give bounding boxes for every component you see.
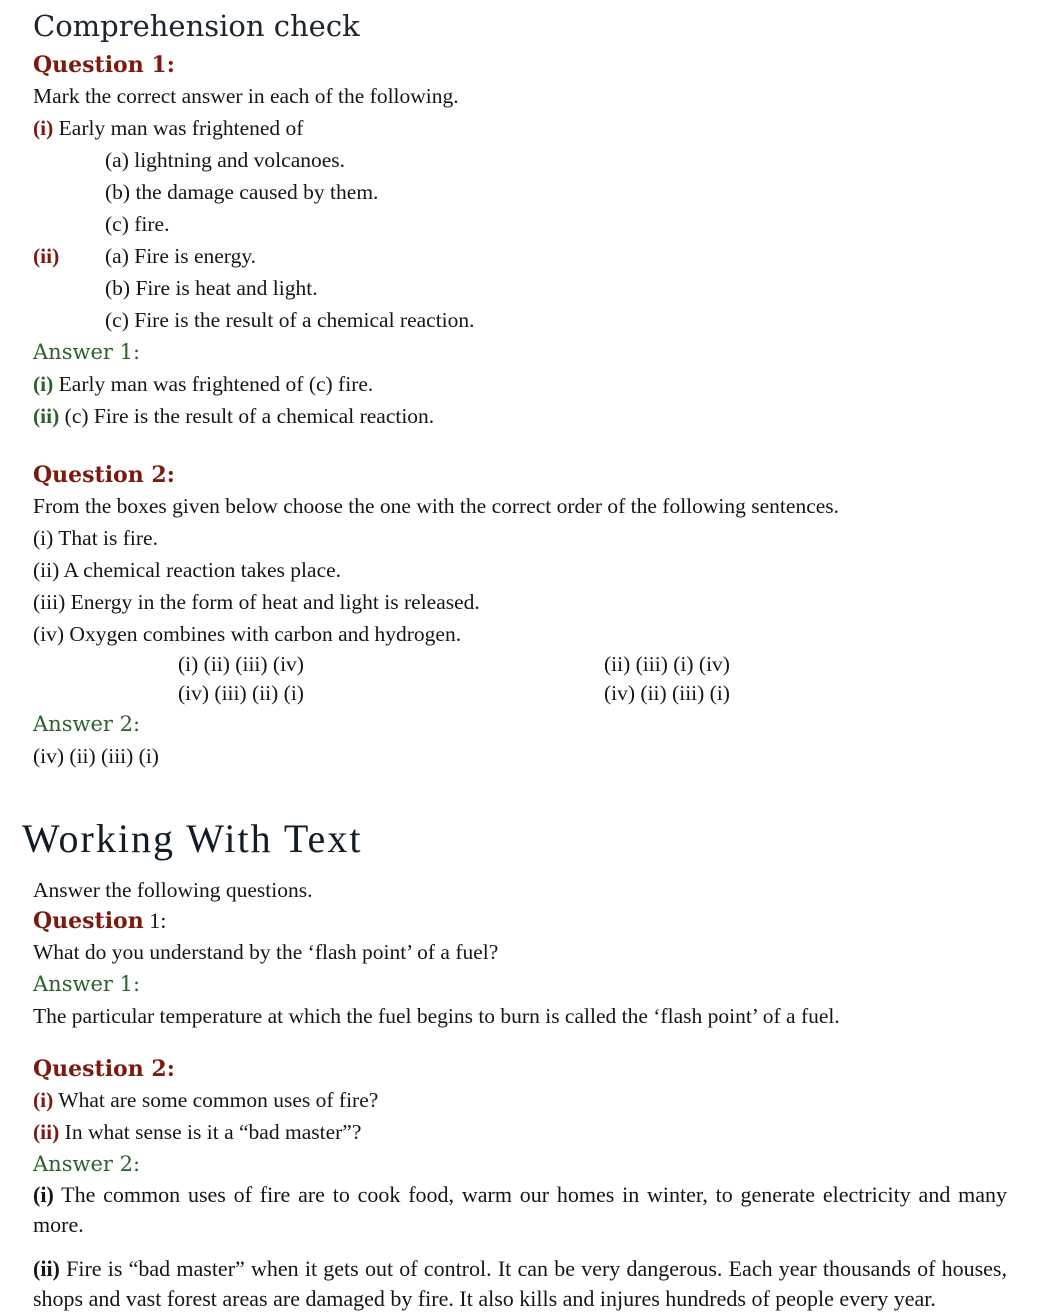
wwt-q1-question: What do you understand by the ‘flash point’ of a fuel? bbox=[33, 940, 499, 964]
cc-q2-sentence-4: (iv) Oxygen combines with carbon and hydrogen. bbox=[33, 622, 462, 646]
cc-q2-sentence-1: (i) That is fire. bbox=[33, 526, 158, 550]
cc-question-2-label: Question 2: bbox=[33, 462, 175, 488]
wwt-intro: Answer the following questions. bbox=[33, 878, 313, 902]
section-title-comprehension-check: Comprehension check bbox=[33, 9, 360, 43]
cc-q1-part-ii-option-c: (c) Fire is the result of a chemical reaction. bbox=[105, 308, 475, 332]
cc-q1-part-ii-num: (ii) bbox=[33, 244, 60, 268]
cc-q1-intro: Mark the correct answer in each of the following. bbox=[33, 84, 459, 108]
cc-q2-sentence-3: (iii) Energy in the form of heat and light is released. bbox=[33, 590, 480, 614]
cc-q1-part-i-option-c: (c) fire. bbox=[105, 212, 170, 236]
wwt-answer-2-label: Answer 2: bbox=[33, 1152, 141, 1176]
cc-q2-choice-2: (ii) (iii) (i) (iv) bbox=[604, 652, 730, 676]
section-title-working-with-text: Working With Text bbox=[22, 816, 363, 861]
cc-q2-choice-row-2 bbox=[178, 679, 1007, 708]
cc-answer-1-i-num: (i) bbox=[33, 372, 54, 396]
wwt-q2-part-i bbox=[33, 1084, 1007, 1116]
cc-q2-sentence-2: (ii) A chemical reaction takes place. bbox=[33, 558, 342, 582]
wwt-question-1-label bbox=[33, 906, 1007, 936]
cc-answer-1-i bbox=[33, 368, 1007, 400]
wwt-answer-2-ii-text: Fire is “bad master” when it gets out of control. It can be very dangerous. Each year thousands of houses, shops and vast forest areas are damaged by fire. It also kills and injures hundreds of people every year. bbox=[33, 1256, 1007, 1311]
cc-q1-part-i-text: Early man was frightened of bbox=[58, 116, 304, 140]
wwt-q2-part-i-text: What are some common uses of fire? bbox=[58, 1088, 379, 1112]
wwt-question-1-num: 1: bbox=[143, 908, 167, 933]
cc-q2-choice-boxes bbox=[33, 650, 1007, 708]
cc-q1-part-i-option-a: (a) lightning and volcanoes. bbox=[105, 148, 346, 172]
wwt-q2-part-ii-text: In what sense is it a “bad master”? bbox=[64, 1120, 362, 1144]
cc-answer-2-text: (iv) (ii) (iii) (i) bbox=[33, 744, 159, 768]
cc-q1-part-i bbox=[33, 112, 1007, 144]
cc-q1-part-ii-option-b: (b) Fire is heat and light. bbox=[105, 276, 318, 300]
cc-question-1-label: Question 1: bbox=[33, 52, 175, 78]
cc-answer-1-ii-num: (ii) bbox=[33, 404, 60, 428]
wwt-q2-part-i-num: (i) bbox=[33, 1088, 54, 1112]
cc-answer-1-i-text: Early man was frightened of (c) fire. bbox=[58, 372, 374, 396]
wwt-answer-2-i-num: (i) bbox=[33, 1182, 54, 1207]
cc-q1-part-i-num: (i) bbox=[33, 116, 54, 140]
cc-q2-choice-4: (iv) (ii) (iii) (i) bbox=[604, 681, 730, 705]
wwt-question-2-label: Question 2: bbox=[33, 1056, 175, 1082]
cc-q2-choice-1: (i) (ii) (iii) (iv) bbox=[178, 652, 304, 676]
wwt-answer-2-ii-num: (ii) bbox=[33, 1256, 60, 1281]
wwt-answer-1-text: The particular temperature at which the fuel begins to burn is called the ‘flash point’ of a fuel. bbox=[33, 1004, 840, 1028]
wwt-answer-1-label: Answer 1: bbox=[33, 972, 141, 996]
cc-answer-1-ii bbox=[33, 400, 1007, 432]
wwt-question-1-word: Question bbox=[33, 908, 144, 934]
wwt-answer-2-ii bbox=[33, 1254, 1007, 1314]
cc-q2-intro: From the boxes given below choose the one with the correct order of the following sentences. bbox=[33, 494, 840, 518]
cc-answer-2-label: Answer 2: bbox=[33, 712, 141, 736]
cc-q1-part-i-option-b: (b) the damage caused by them. bbox=[105, 180, 379, 204]
cc-q1-part-ii-option-a: (a) Fire is energy. bbox=[105, 244, 257, 268]
cc-q1-part-ii bbox=[33, 240, 1007, 336]
cc-q2-choice-3: (iv) (iii) (ii) (i) bbox=[178, 681, 304, 705]
wwt-q2-part-ii bbox=[33, 1116, 1007, 1148]
wwt-answer-2-i-text: The common uses of fire are to cook food, warm our homes in winter, to generate electricity and many more. bbox=[33, 1182, 1007, 1237]
cc-answer-1-ii-text: (c) Fire is the result of a chemical reaction. bbox=[64, 404, 435, 428]
cc-answer-1-label: Answer 1: bbox=[33, 340, 141, 364]
wwt-q2-part-ii-num: (ii) bbox=[33, 1120, 60, 1144]
wwt-answer-2-i bbox=[33, 1180, 1007, 1240]
cc-q2-choice-row-1 bbox=[178, 650, 1007, 679]
